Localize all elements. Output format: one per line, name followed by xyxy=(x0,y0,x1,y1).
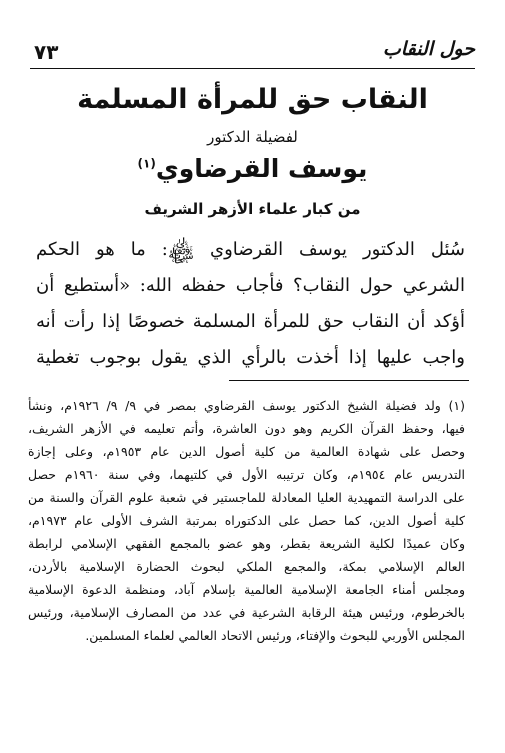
footnote-line: على الدراسة التمهيدية العليا المعادلة للماجستير في شعبة علوم القرآن والسنة من xyxy=(28,490,465,505)
page-number: ٧٣ xyxy=(34,40,59,64)
footnote-line: بالخرطوم، ورئيس هيئة الرقابة الشرعية في عدد من المصارف الإسلامية، ورئيس xyxy=(28,605,465,620)
author-affiliation: من كبار علماء الأزهر الشريف xyxy=(144,200,361,218)
footnote-line: وكان عميدًا لكلية الشريعة بقطر، وهو عضو بالمجمع الفقهي الإسلامي لرابطة xyxy=(28,536,465,551)
article-title: النقاب حق للمرأة المسلمة xyxy=(77,84,428,115)
body-line: الشرعي حول النقاب؟ فأجاب حفظه الله: «أستطيع أن xyxy=(36,275,465,296)
author-name: يوسف القرضاوي xyxy=(155,154,368,183)
header-rule xyxy=(30,68,475,69)
author-line xyxy=(30,154,475,183)
footnote-line: وحصل على شهادة العالمية من كلية أصول الدين عام ١٩٥٣م، وعلى إجازة xyxy=(28,444,465,459)
footnote-line: التدريس عام ١٩٥٤م، وكان ترتيبه الأول في كلتيهما، وفي سنة ١٩٦٠م حصل xyxy=(28,467,465,482)
footnote-line: كلية أصول الدين، كما حصل على الدكتوراه بمرتبة الشرف الأولى عام ١٩٧٣م، xyxy=(28,513,465,528)
footnote-line: المجلس الأوربي للبحوث والإفتاء، ورئيس الاتحاد العالمي لعلماء المسلمين. xyxy=(85,628,465,643)
footnote-line: ومجلس أمناء الجامعة الإسلامية العالمية بإسلام آباد، ومنظمة الدعوة الإسلامية xyxy=(28,582,465,597)
running-header xyxy=(30,38,475,66)
footnote-rule xyxy=(229,380,469,381)
byline-prefix: لفضيلة الدكتور xyxy=(207,128,298,146)
body-line: واجب عليها إذا أخذت بالرأي الذي يقول بوجوب تغطية xyxy=(36,347,465,368)
body-text xyxy=(36,232,465,376)
footnote-line: فيها، وحفظ القرآن الكريم وهو دون العاشرة، وأتم تعليمه في الأزهر الشريف، xyxy=(28,421,465,436)
body-line: سُئل الدكتور يوسف القرضاوي ﷾: ما هو الحكم xyxy=(36,239,465,260)
footnote-line: العالم الإسلامي بمكة، والمجمع الملكي لبحوث الحضارة الإسلامية بالأردن، xyxy=(28,559,465,574)
running-book-title: حول النقاب xyxy=(382,38,475,60)
footnotes xyxy=(28,394,465,647)
footnote-line: (١) ولد فضيلة الشيخ الدكتور يوسف القرضاوي بمصر في ٩/ ٩/ ١٩٢٦م، ونشأ xyxy=(28,398,465,413)
body-line: أؤكد أن النقاب حق للمرأة المسلمة خصوصًا إذا رأت أنه xyxy=(36,311,465,332)
footnote-marker: (١) xyxy=(137,156,156,171)
